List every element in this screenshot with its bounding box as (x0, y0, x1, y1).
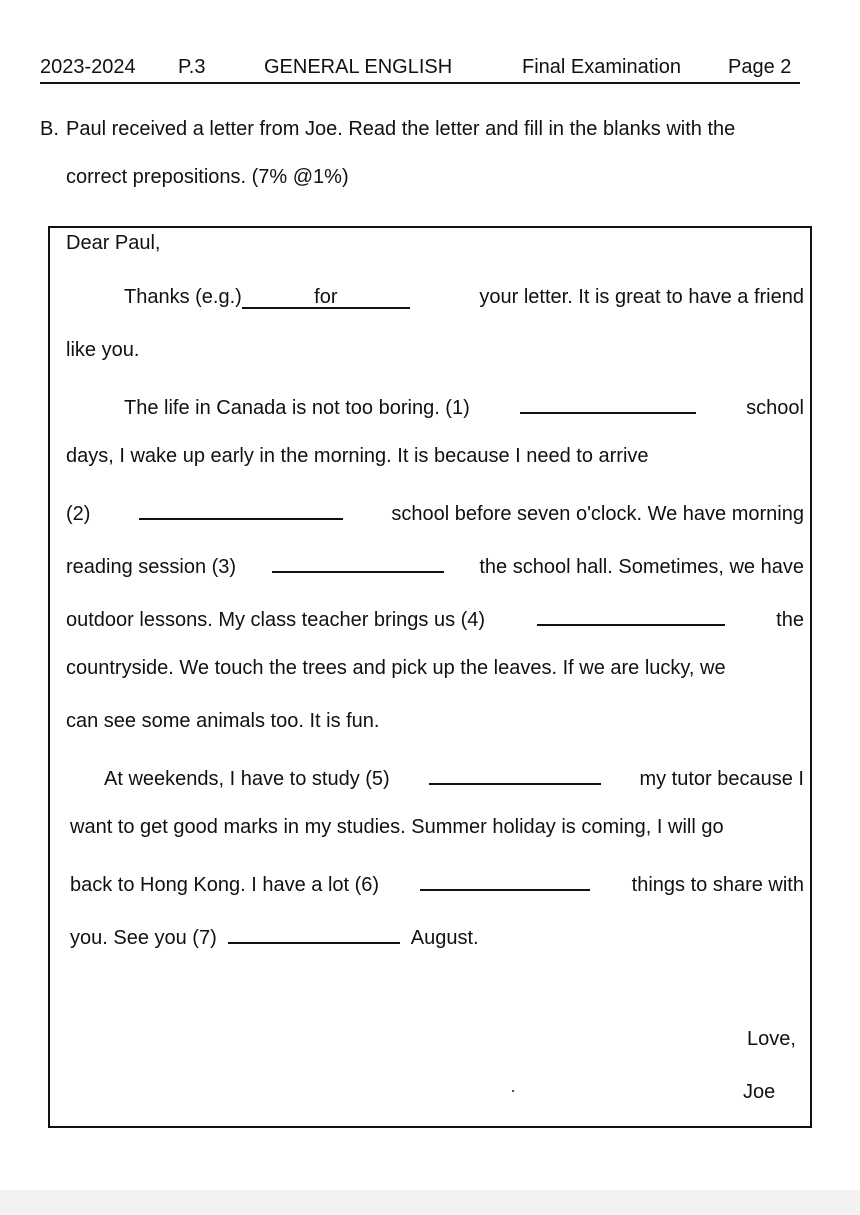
page-bottom-edge (0, 1190, 860, 1215)
q1-text-before: The life in Canada is not too boring. (1) (124, 397, 470, 419)
q3-text-before: reading session (3) (66, 556, 237, 578)
instruction-line-2: correct prepositions. (7% @1%) (66, 166, 349, 188)
q2-text-after: school before seven o'clock. We have morning (391, 503, 804, 525)
blank-7[interactable] (228, 922, 400, 944)
letter-line-q7 (70, 922, 804, 950)
blank-2[interactable] (139, 498, 343, 520)
letter-line-q5 (66, 763, 804, 791)
letter-greeting: Dear Paul, (66, 232, 161, 254)
section-marker: B. (40, 118, 59, 140)
grade-level: P.3 (178, 56, 206, 78)
q5-text-after: my tutor because I (639, 768, 804, 790)
blank-4[interactable] (537, 604, 725, 626)
example-answer-blank: for (242, 287, 410, 309)
q6-text-after: things to share with (631, 874, 804, 896)
letter-line-q1 (66, 392, 804, 420)
page-number: Page 2 (728, 56, 792, 78)
letter-line-example (66, 286, 804, 309)
letter-line-q6 (70, 869, 804, 897)
letter-line-days: days, I wake up early in the morning. It is because I need to arrive (66, 445, 649, 467)
instruction-line-1: Paul received a letter from Joe. Read the letter and fill in the blanks with the (66, 118, 736, 140)
q4-text-before: outdoor lessons. My class teacher brings us (4) (66, 609, 486, 631)
blank-3[interactable] (272, 551, 444, 573)
letter-signature: Joe (743, 1081, 776, 1103)
subject-title: GENERAL ENGLISH (264, 56, 453, 78)
section-instruction (40, 105, 820, 201)
q6-text-before: back to Hong Kong. I have a lot (6) (70, 874, 380, 896)
q5-text-before: At weekends, I have to study (5) (104, 768, 390, 790)
q7-text-before: you. See you (7) (70, 927, 217, 949)
q1-text-after: school (746, 397, 804, 419)
blank-5[interactable] (429, 763, 601, 785)
q7-text-after: August. (410, 927, 479, 949)
letter-line-animals: can see some animals too. It is fun. (66, 710, 380, 732)
q2-text-before: (2) (66, 503, 91, 525)
example-text-after: your letter. It is great to have a friend (479, 286, 804, 308)
exam-name: Final Examination (522, 56, 681, 78)
blank-1[interactable] (520, 392, 696, 414)
letter-line-countryside: countryside. We touch the trees and pick up the leaves. If we are lucky, we (66, 657, 726, 679)
page-header (40, 52, 800, 84)
school-year: 2023-2024 (40, 56, 136, 78)
example-text-before: Thanks (e.g.) (124, 286, 242, 308)
letter-line-q2 (66, 498, 804, 526)
letter-line-like: like you. (66, 339, 140, 361)
blank-6[interactable] (420, 869, 590, 891)
letter-line-q3 (66, 551, 804, 579)
letter-line-marks: want to get good marks in my studies. Summer holiday is coming, I will go (70, 816, 724, 838)
letter-line-q4 (66, 604, 804, 632)
letter-closing: Love, (747, 1028, 796, 1050)
q4-text-after: the (776, 609, 804, 631)
scan-speck (512, 1090, 514, 1092)
q3-text-after: the school hall. Sometimes, we have (479, 556, 804, 578)
